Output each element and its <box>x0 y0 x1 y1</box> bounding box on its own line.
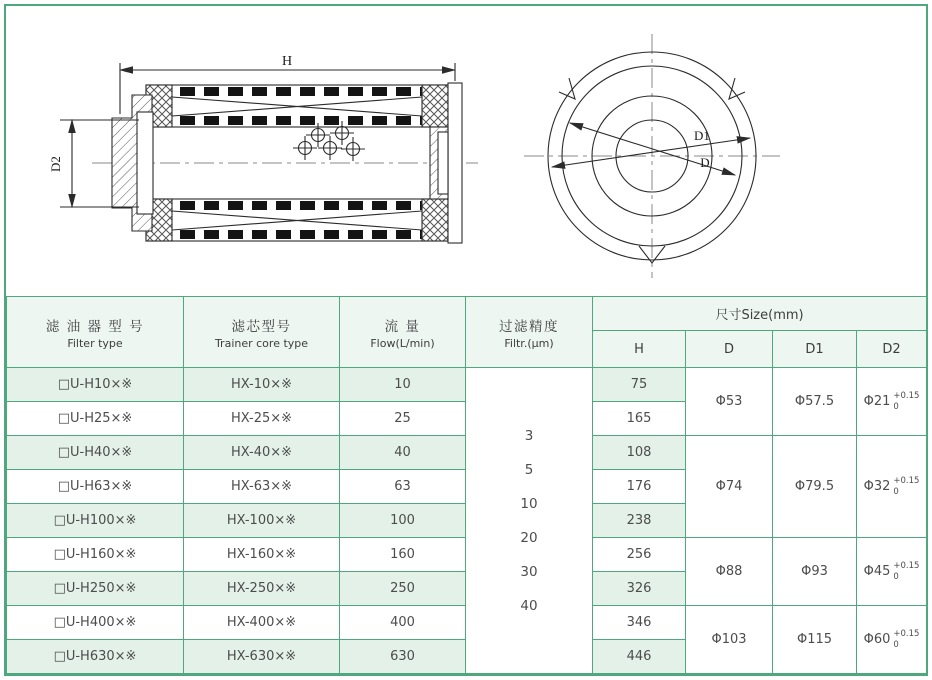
filter-type-cell: □U-H100×※ <box>7 504 184 538</box>
h-cell: 446 <box>593 640 686 674</box>
left-end-flange <box>112 95 153 231</box>
th-size-d2: D2 <box>857 331 927 368</box>
d1-cell: Φ79.5 <box>773 436 857 538</box>
h-cell: 326 <box>593 572 686 606</box>
th-filtration <box>466 297 593 368</box>
flow-cell: 630 <box>340 640 466 674</box>
h-cell: 75 <box>593 368 686 402</box>
filter-type-cell: □U-H250×※ <box>7 572 184 606</box>
dim-label-d1: D1 <box>694 128 710 143</box>
d2-tolerance: +0.15 0 <box>893 560 920 582</box>
d2-cell: Φ60 +0.15 0 <box>857 606 927 674</box>
dim-label-h: H <box>281 54 293 69</box>
th-filter-type-zh: 滤 油 器 型 号 <box>45 318 145 335</box>
filter-media-bottom <box>146 199 448 241</box>
core-type-cell: HX-160×※ <box>184 538 340 572</box>
d2-tolerance: +0.15 0 <box>893 628 920 650</box>
filter-type-cell: □U-H160×※ <box>7 538 184 572</box>
d-cell: Φ103 <box>686 606 773 674</box>
spec-table <box>6 296 927 674</box>
core-type-cell: HX-400×※ <box>184 606 340 640</box>
h-cell: 108 <box>593 436 686 470</box>
d-cell: Φ88 <box>686 538 773 606</box>
d1-cell: Φ57.5 <box>773 368 857 436</box>
flow-cell: 63 <box>340 470 466 504</box>
d2-tolerance: +0.15 0 <box>893 475 920 497</box>
filter-type-cell: □U-H10×※ <box>7 368 184 402</box>
table-row <box>7 368 927 402</box>
h-cell: 256 <box>593 538 686 572</box>
core-type-cell: HX-630×※ <box>184 640 340 674</box>
core-type-cell: HX-40×※ <box>184 436 340 470</box>
h-cell: 176 <box>593 470 686 504</box>
core-type-cell: HX-100×※ <box>184 504 340 538</box>
filter-media-top <box>146 85 448 127</box>
th-size-h: H <box>593 331 686 368</box>
h-cell: 346 <box>593 606 686 640</box>
th-size-d1: D1 <box>773 331 857 368</box>
flow-cell: 400 <box>340 606 466 640</box>
spigot-bore <box>137 112 153 214</box>
th-core-type-zh: 滤芯型号 <box>231 318 292 335</box>
flow-cell: 250 <box>340 572 466 606</box>
d2-cell: Φ45 +0.15 0 <box>857 538 927 606</box>
th-filtration-zh: 过滤精度 <box>499 318 559 335</box>
d1-cell: Φ93 <box>773 538 857 606</box>
technical-drawing <box>6 6 926 296</box>
d2-cell: Φ32 +0.15 0 <box>857 436 927 538</box>
filtration-values-cell <box>466 368 593 674</box>
d2-cell: Φ21 +0.15 0 <box>857 368 927 436</box>
h-cell: 165 <box>593 402 686 436</box>
dim-label-d: D <box>700 155 710 170</box>
filter-side-section-view <box>48 54 478 243</box>
th-flow <box>340 297 466 368</box>
th-core-type-en: Trainer core type <box>214 336 309 350</box>
filter-type-cell: □U-H63×※ <box>7 470 184 504</box>
d1-cell: Φ115 <box>773 606 857 674</box>
dim-label-d2: D2 <box>48 156 63 172</box>
h-cell: 238 <box>593 504 686 538</box>
filter-type-cell: □U-H400×※ <box>7 606 184 640</box>
core-type-cell: HX-63×※ <box>184 470 340 504</box>
filter-end-view <box>524 34 780 278</box>
th-flow-zh: 流 量 <box>384 318 421 335</box>
core-type-cell: HX-25×※ <box>184 402 340 436</box>
core-type-cell: HX-250×※ <box>184 572 340 606</box>
filter-type-cell: □U-H25×※ <box>7 402 184 436</box>
th-flow-en: Flow(L/min) <box>370 336 435 350</box>
core-type-cell: HX-10×※ <box>184 368 340 402</box>
page-border <box>4 4 928 676</box>
d2-tolerance: +0.15 0 <box>893 390 920 412</box>
filter-type-cell: □U-H40×※ <box>7 436 184 470</box>
th-size-group: 尺寸Size(mm) <box>593 297 927 331</box>
th-core-type <box>184 297 340 368</box>
th-filter-type <box>7 297 184 368</box>
dimension-d1 <box>552 128 750 167</box>
th-filtration-en: Filtr.(μm) <box>504 336 554 350</box>
d-cell: Φ74 <box>686 436 773 538</box>
filtration-values-list: 3 5 10 20 30 40 <box>520 427 538 614</box>
flow-cell: 40 <box>340 436 466 470</box>
th-filter-type-en: Filter type <box>67 336 123 350</box>
filter-type-cell: □U-H630×※ <box>7 640 184 674</box>
flow-cell: 10 <box>340 368 466 402</box>
th-size-d: D <box>686 331 773 368</box>
d-cell: Φ53 <box>686 368 773 436</box>
flow-cell: 100 <box>340 504 466 538</box>
flow-cell: 25 <box>340 402 466 436</box>
flow-cell: 160 <box>340 538 466 572</box>
